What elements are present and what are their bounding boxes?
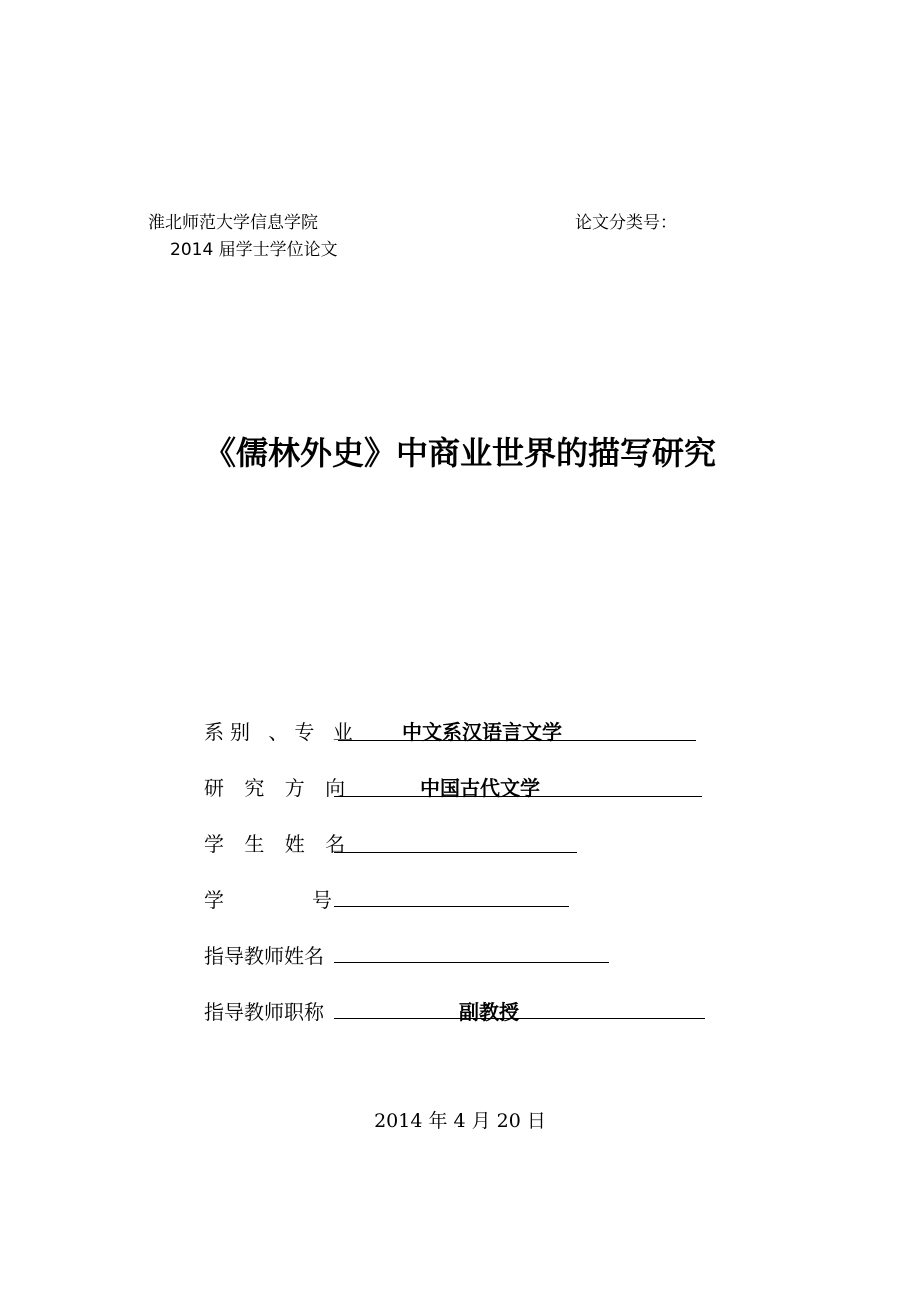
header-thesis-type: 2014 届学士学位论文	[170, 240, 338, 260]
field-department-major-value: 中文系汉语言文学	[402, 720, 562, 744]
field-department-major-label: 系别 、专 业	[204, 720, 359, 744]
header-classification-label: 论文分类号：	[575, 213, 677, 233]
field-advisor-name-line	[334, 962, 609, 963]
field-student-id-label-1: 学	[204, 888, 224, 912]
field-research-direction-label: 研 究 方 向	[204, 776, 353, 800]
submission-date: 2014 年 4 月 20 日	[374, 1110, 546, 1132]
field-student-id-label-2: 号	[312, 888, 332, 912]
field-research-direction-value: 中国古代文学	[420, 776, 540, 800]
field-student-name-line	[334, 852, 577, 853]
field-advisor-title-value: 副教授	[459, 1000, 519, 1024]
header-institution: 淮北师范大学信息学院	[148, 213, 318, 233]
field-advisor-name-label: 指导教师姓名	[204, 944, 324, 968]
field-advisor-title-line	[334, 1018, 705, 1019]
field-student-id-line	[334, 906, 569, 907]
field-advisor-title-label: 指导教师职称	[204, 1000, 324, 1024]
thesis-title: 《儒林外史》中商业世界的描写研究	[203, 434, 716, 472]
field-student-name-label: 学 生 姓 名	[204, 832, 353, 856]
